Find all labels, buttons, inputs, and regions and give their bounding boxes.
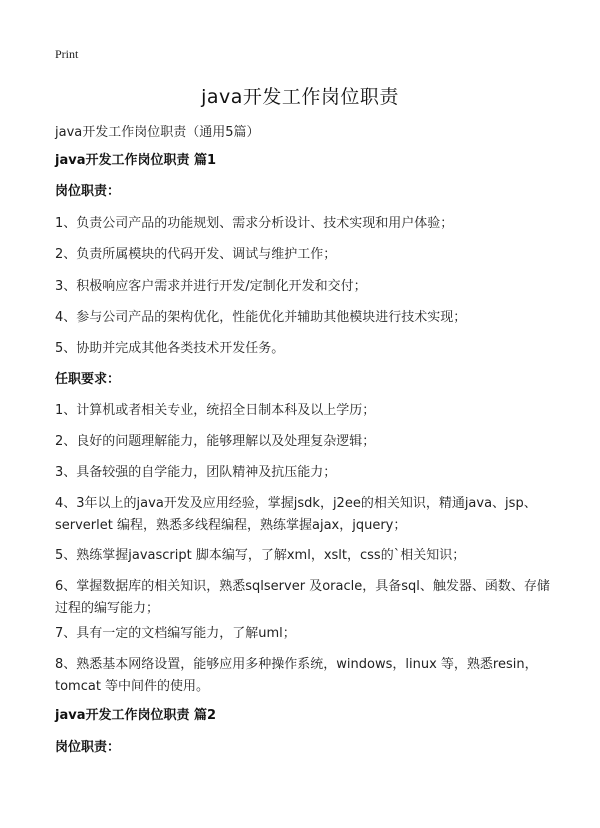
requirement-item: 7、具有一定的文档编写能力，了解uml； [55, 626, 296, 641]
requirement-item: 8、熟悉基本网络设置，能够应用多种操作系统，windows，linux 等，熟悉resin，tomcat 等中间件的使用。 [55, 657, 538, 694]
duty-item: 4、参与公司产品的架构优化，性能优化并辅助其他模块进行技术实现； [55, 310, 467, 325]
document-title: java开发工作岗位职责 [201, 86, 399, 108]
requirement-item: 2、良好的问题理解能力，能够理解以及处理复杂逻辑； [55, 434, 376, 449]
duty-item: 5、协助并完成其他各类技术开发任务。 [55, 341, 285, 356]
section-2-title: java开发工作岗位职责 篇2 [55, 708, 217, 723]
requirement-item: 1、计算机或者相关专业，统招全日制本科及以上学历； [55, 403, 376, 418]
duty-item: 1、负责公司产品的功能规划、需求分析设计、技术实现和用户体验； [55, 216, 454, 231]
section-1-requirements-heading: 任职要求： [55, 372, 121, 387]
section-2-duties-heading: 岗位职责： [55, 740, 121, 755]
section-1-title: java开发工作岗位职责 篇1 [55, 153, 217, 168]
duty-item: 2、负责所属模块的代码开发、调试与维护工作； [55, 247, 337, 262]
requirement-item: 6、掌握数据库的相关知识，熟悉sqlserver 及oracle，具备sql、触发器、函数、存储过程的编写能力； [55, 579, 550, 616]
requirement-item: 4、3年以上的java开发及应用经验，掌握jsdk，j2ee的相关知识，精通java、jsp、serverlet 编程，熟悉多线程编程，熟练掌握ajax，jquery； [55, 496, 537, 533]
requirement-item: 3、具备较强的自学能力，团队精神及抗压能力； [55, 465, 337, 480]
duty-item: 3、积极响应客户需求并进行开发/定制化开发和交付； [55, 279, 367, 294]
print-label: Print [55, 47, 79, 61]
section-1-duties-heading: 岗位职责： [55, 184, 121, 199]
document-subtitle: java开发工作岗位职责（通用5篇） [55, 125, 260, 140]
requirement-item: 5、熟练掌握javascript 脚本编写，了解xml，xslt，css的`相关知识； [55, 548, 466, 563]
